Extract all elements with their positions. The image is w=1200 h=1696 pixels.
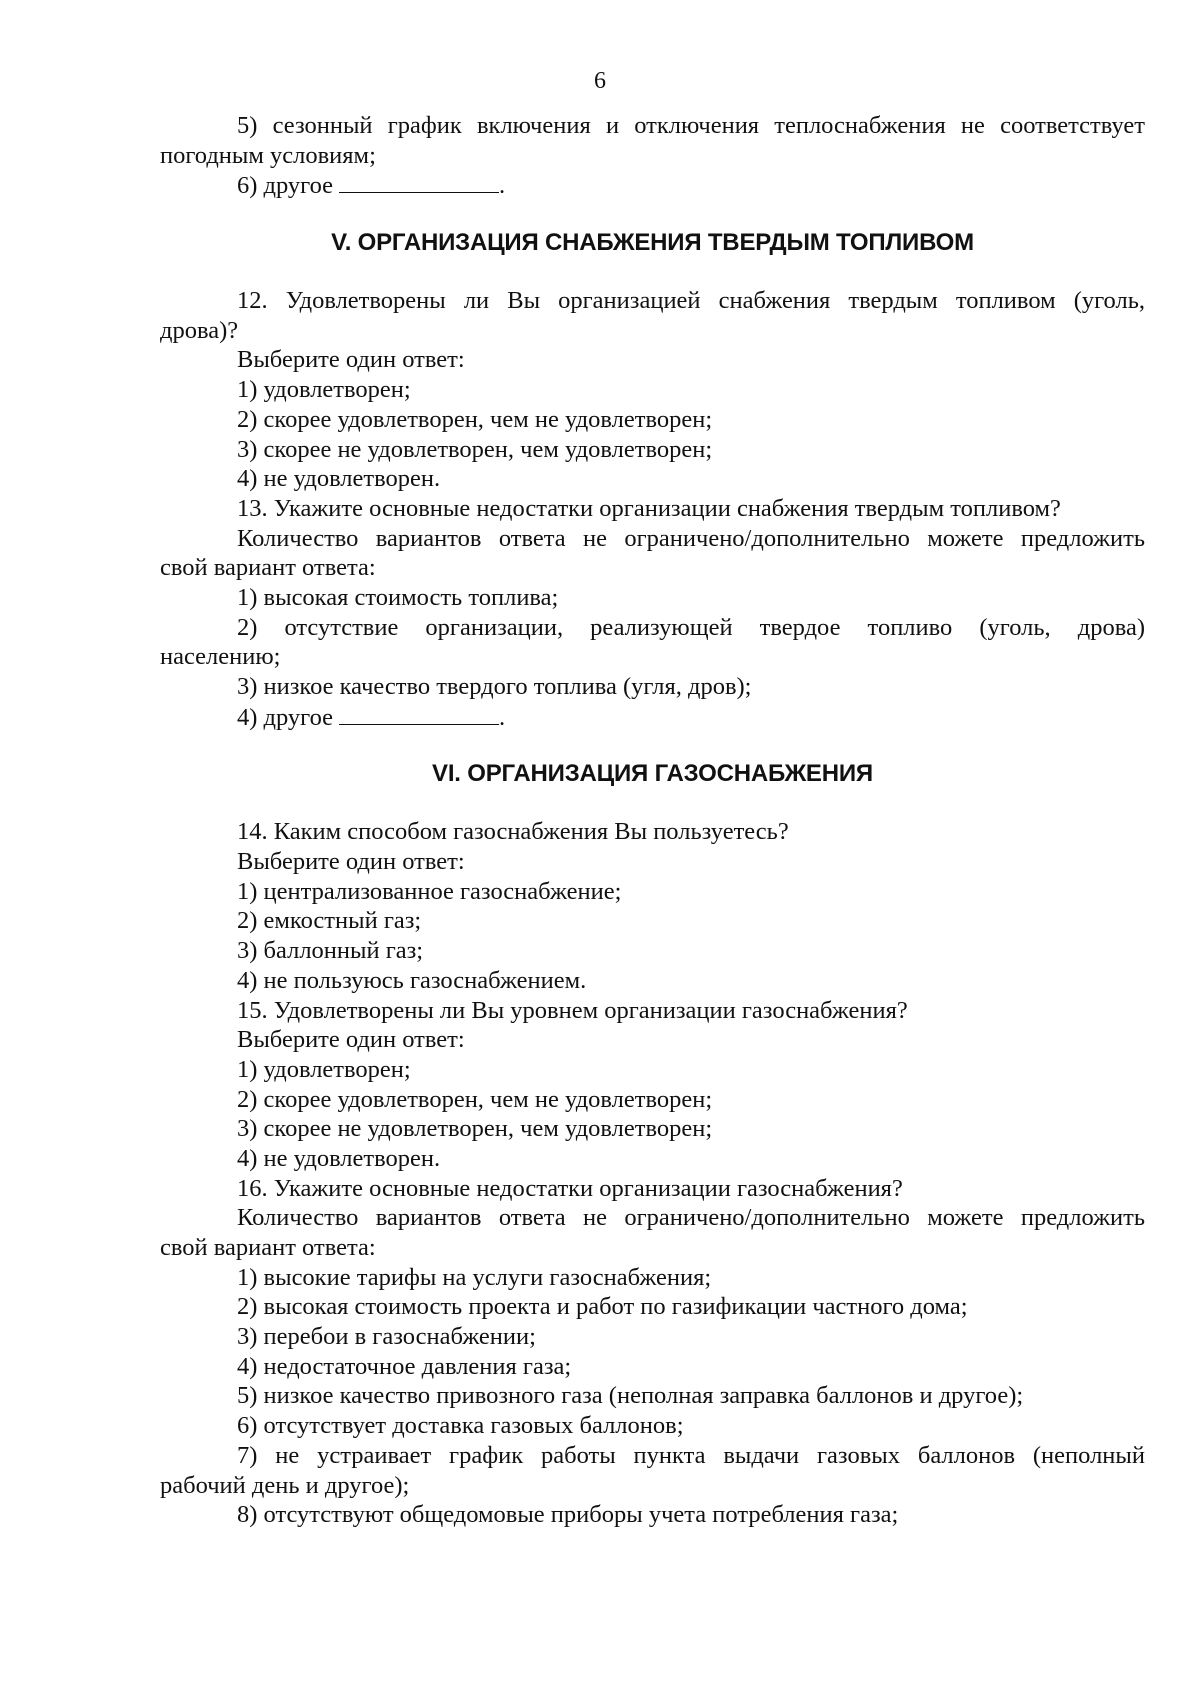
option-line: 3) перебои в газоснабжении; — [237, 1323, 536, 1351]
instruction-cont: свой вариант ответа: — [160, 1234, 376, 1261]
option-line-cont: погодным условиям; — [160, 141, 376, 169]
option-line-cont: населению; — [160, 643, 281, 671]
section-heading-v: V. ОРГАНИЗАЦИЯ СНАБЖЕНИЯ ТВЕРДЫМ ТОПЛИВОМ — [331, 229, 974, 257]
option-line: 8) отсутствуют общедомовые приборы учета потребления газа; — [237, 1501, 899, 1529]
option-line: 5) сезонный график включения и отключения теплоснабжения не соответствует — [237, 112, 1145, 139]
option-line: 5) низкое качество привозного газа (неполная заправка баллонов и другое); — [237, 1382, 1024, 1410]
instruction: Выберите один ответ: — [237, 1026, 465, 1054]
option-line: 7) не устраивает график работы пункта выдачи газовых баллонов (неполный — [237, 1441, 1145, 1469]
option-line: 4) не пользуюсь газоснабжением. — [237, 966, 587, 994]
instruction: Количество вариантов ответа не ограничено/дополнительно можете предложить — [237, 1204, 1145, 1232]
option-label: 6) другое — [237, 172, 334, 200]
question-16: 16. Укажите основные недостатки организации газоснабжения? — [237, 1174, 903, 1202]
option-line: 2) высокая стоимость проекта и работ по газификации частного дома; — [237, 1293, 968, 1321]
instruction: Количество вариантов ответа не ограничено/дополнительно можете предложить — [237, 524, 1145, 552]
question-13: 13. Укажите основные недостатки организации снабжения твердым топливом? — [237, 494, 1061, 522]
question-12: 12. Удовлетворены ли Вы организацией снабжения твердым топливом (уголь, — [237, 287, 1145, 315]
fill-in-blank — [339, 170, 499, 193]
option-line: 1) удовлетворен; — [237, 1055, 411, 1083]
option-line: 6) отсутствует доставка газовых баллонов; — [237, 1412, 684, 1440]
option-line: 1) централизованное газоснабжение; — [237, 877, 622, 905]
page-number: 6 — [594, 68, 606, 94]
option-line: 3) скорее не удовлетворен, чем удовлетворен; — [237, 435, 713, 463]
option-line: 4) не удовлетворен. — [237, 465, 441, 493]
section-heading-vi: VI. ОРГАНИЗАЦИЯ ГАЗОСНАБЖЕНИЯ — [432, 760, 873, 788]
option-end: . — [499, 703, 506, 731]
instruction: Выберите один ответ: — [237, 848, 465, 876]
option-label: 4) другое — [237, 703, 334, 731]
option-line: 1) высокие тарифы на услуги газоснабжения; — [237, 1263, 712, 1291]
option-line: 4) не удовлетворен. — [237, 1144, 441, 1172]
option-line: 2) емкостный газ; — [237, 907, 422, 935]
instruction: Выберите один ответ: — [237, 346, 465, 374]
option-line-cont: рабочий день и другое); — [160, 1471, 410, 1499]
question-12-cont: дрова)? — [160, 316, 239, 344]
option-other — [160, 170, 1145, 200]
fill-in-blank — [339, 702, 499, 725]
instruction-cont: свой вариант ответа: — [160, 554, 376, 582]
option-line: 1) высокая стоимость топлива; — [237, 583, 559, 611]
option-line: 3) баллонный газ; — [237, 937, 424, 965]
option-line: 2) отсутствие организации, реализующей твердое топливо (уголь, дрова) — [237, 613, 1145, 641]
option-line: 2) скорее удовлетворен, чем не удовлетворен; — [237, 405, 713, 433]
option-line: 3) скорее не удовлетворен, чем удовлетворен; — [237, 1115, 713, 1143]
option-line: 1) удовлетворен; — [237, 376, 411, 404]
survey-content — [160, 111, 1145, 1530]
option-other — [160, 702, 1145, 732]
question-14: 14. Каким способом газоснабжения Вы пользуетесь? — [237, 818, 789, 846]
option-line: 3) низкое качество твердого топлива (угля, дров); — [237, 673, 752, 700]
question-15: 15. Удовлетворены ли Вы уровнем организации газоснабжения? — [237, 996, 908, 1024]
option-line: 4) недостаточное давления газа; — [237, 1352, 572, 1380]
option-end: . — [499, 172, 506, 200]
option-line: 2) скорее удовлетворен, чем не удовлетворен; — [237, 1085, 713, 1113]
